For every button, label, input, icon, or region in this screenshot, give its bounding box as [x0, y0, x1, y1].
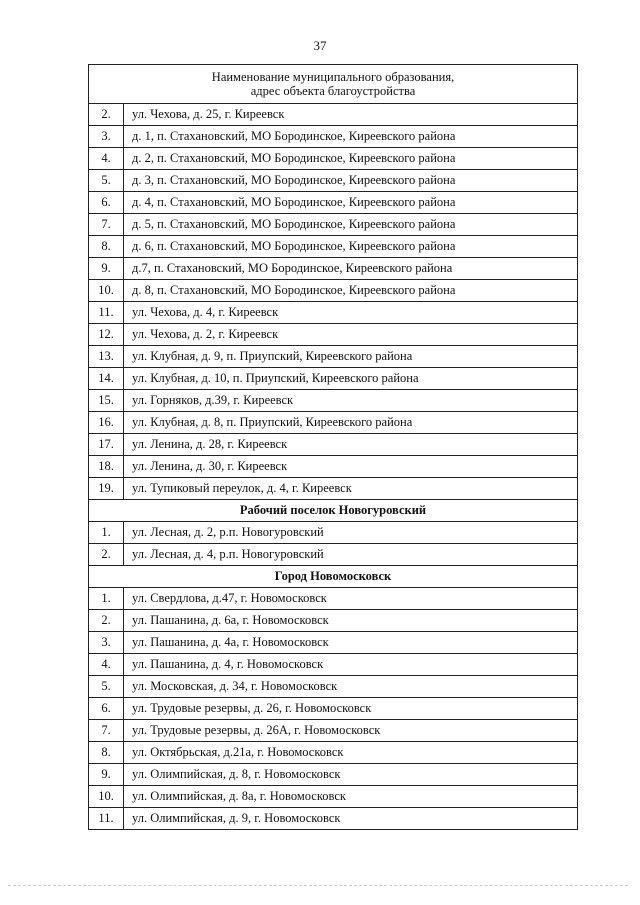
header-line-1: Наименование муниципального образования,	[211, 70, 455, 84]
row-address: ул. Чехова, д. 25, г. Киреевск	[124, 104, 578, 126]
table-row	[89, 522, 578, 544]
table-row	[89, 544, 578, 566]
row-number: 11.	[89, 302, 124, 324]
page-number: 37	[313, 38, 327, 53]
table-header-row	[89, 65, 578, 104]
row-number: 15.	[89, 390, 124, 412]
row-address: ул. Свердлова, д.47, г. Новомосковск	[124, 588, 578, 610]
footer-rule	[8, 885, 628, 886]
row-address: ул. Трудовые резервы, д. 26, г. Новомосковск	[124, 698, 578, 720]
row-number: 8.	[89, 742, 124, 764]
table-row	[89, 698, 578, 720]
row-address: ул. Ленина, д. 30, г. Киреевск	[124, 456, 578, 478]
row-number: 17.	[89, 434, 124, 456]
row-address: ул. Горняков, д.39, г. Киреевск	[124, 390, 578, 412]
row-number: 2.	[89, 104, 124, 126]
row-address: ул. Олимпийская, д. 8, г. Новомосковск	[124, 764, 578, 786]
row-address: д. 8, п. Стахановский, МО Бородинское, Киреевского района	[124, 280, 578, 302]
table-row	[89, 236, 578, 258]
section-heading: Рабочий поселок Новогуровский	[89, 500, 578, 522]
row-address: ул. Московская, д. 34, г. Новомосковск	[124, 676, 578, 698]
table-row	[89, 412, 578, 434]
row-number: 3.	[89, 632, 124, 654]
row-number: 6.	[89, 192, 124, 214]
row-address: ул. Пашанина, д. 4а, г. Новомосковск	[124, 632, 578, 654]
row-number: 10.	[89, 280, 124, 302]
table-row	[89, 786, 578, 808]
row-address: ул. Пашанина, д. 4, г. Новомосковск	[124, 654, 578, 676]
table-row	[89, 390, 578, 412]
table-row	[89, 258, 578, 280]
row-number: 3.	[89, 126, 124, 148]
table-row	[89, 456, 578, 478]
row-number: 16.	[89, 412, 124, 434]
row-number: 13.	[89, 346, 124, 368]
row-address: д. 3, п. Стахановский, МО Бородинское, Киреевского района	[124, 170, 578, 192]
row-address: ул. Лесная, д. 4, р.п. Новогуровский	[124, 544, 578, 566]
row-number: 5.	[89, 676, 124, 698]
row-number: 8.	[89, 236, 124, 258]
table-row	[89, 126, 578, 148]
table-row	[89, 632, 578, 654]
row-address: ул. Трудовые резервы, д. 26А, г. Новомосковск	[124, 720, 578, 742]
objects-table	[88, 64, 578, 830]
row-number: 4.	[89, 148, 124, 170]
row-address: д. 4, п. Стахановский, МО Бородинское, Киреевского района	[124, 192, 578, 214]
row-address: ул. Клубная, д. 9, п. Приупский, Киреевского района	[124, 346, 578, 368]
row-number: 2.	[89, 544, 124, 566]
table-row	[89, 434, 578, 456]
row-number: 14.	[89, 368, 124, 390]
row-number: 10.	[89, 786, 124, 808]
table-row	[89, 742, 578, 764]
row-address: д.7, п. Стахановский, МО Бородинское, Киреевского района	[124, 258, 578, 280]
row-number: 5.	[89, 170, 124, 192]
table-row	[89, 280, 578, 302]
table-row	[89, 588, 578, 610]
header-line-2: адрес объекта благоустройства	[250, 84, 416, 98]
table-row	[89, 478, 578, 500]
row-address: ул. Клубная, д. 10, п. Приупский, Киреевского района	[124, 368, 578, 390]
table-body	[89, 104, 578, 830]
row-address: ул. Лесная, д. 2, р.п. Новогуровский	[124, 522, 578, 544]
table-row	[89, 676, 578, 698]
row-address: д. 5, п. Стахановский, МО Бородинское, Киреевского района	[124, 214, 578, 236]
table-row	[89, 192, 578, 214]
row-address: ул. Октябрьская, д.21а, г. Новомосковск	[124, 742, 578, 764]
row-address: ул. Тупиковый переулок, д. 4, г. Киреевск	[124, 478, 578, 500]
row-number: 6.	[89, 698, 124, 720]
row-number: 4.	[89, 654, 124, 676]
table-row	[89, 170, 578, 192]
row-number: 19.	[89, 478, 124, 500]
table-row	[89, 302, 578, 324]
table-row	[89, 346, 578, 368]
table-row	[89, 764, 578, 786]
row-address: ул. Клубная, д. 8, п. Приупский, Киреевского района	[124, 412, 578, 434]
table-row	[89, 808, 578, 830]
row-number: 11.	[89, 808, 124, 830]
row-number: 7.	[89, 214, 124, 236]
row-number: 12.	[89, 324, 124, 346]
table-row	[89, 654, 578, 676]
row-address: д. 1, п. Стахановский, МО Бородинское, Киреевского района	[124, 126, 578, 148]
row-address: д. 2, п. Стахановский, МО Бородинское, Киреевского района	[124, 148, 578, 170]
row-number: 7.	[89, 720, 124, 742]
section-heading: Город Новомосковск	[89, 566, 578, 588]
row-number: 1.	[89, 588, 124, 610]
row-number: 1.	[89, 522, 124, 544]
table-row	[89, 610, 578, 632]
row-number: 2.	[89, 610, 124, 632]
row-address: ул. Чехова, д. 2, г. Киреевск	[124, 324, 578, 346]
section-heading-row	[89, 566, 578, 588]
row-address: ул. Олимпийская, д. 8а, г. Новомосковск	[124, 786, 578, 808]
row-address: ул. Чехова, д. 4, г. Киреевск	[124, 302, 578, 324]
table-row	[89, 324, 578, 346]
table-row	[89, 720, 578, 742]
row-number: 18.	[89, 456, 124, 478]
row-number: 9.	[89, 764, 124, 786]
table-row	[89, 148, 578, 170]
section-heading-row	[89, 500, 578, 522]
table-header	[89, 65, 578, 104]
row-number: 9.	[89, 258, 124, 280]
row-address: д. 6, п. Стахановский, МО Бородинское, Киреевского района	[124, 236, 578, 258]
row-address: ул. Олимпийская, д. 9, г. Новомосковск	[124, 808, 578, 830]
table-row	[89, 214, 578, 236]
row-address: ул. Пашанина, д. 6а, г. Новомосковск	[124, 610, 578, 632]
table-row	[89, 104, 578, 126]
table-row	[89, 368, 578, 390]
row-address: ул. Ленина, д. 28, г. Киреевск	[124, 434, 578, 456]
